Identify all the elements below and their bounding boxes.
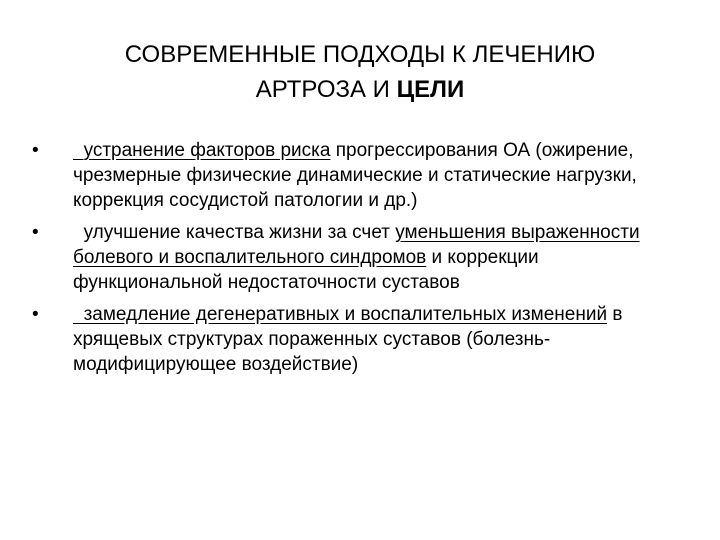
bullet-2-lead: улучшение качества жизни за счет <box>73 222 396 243</box>
bullet-1-underlined: устранение факторов риска <box>73 140 331 161</box>
title-line-2-prefix: АРТРОЗА И <box>255 76 397 103</box>
title-line-2 <box>40 72 680 107</box>
bullet-dot-icon: • <box>32 304 39 325</box>
bullet-list <box>32 138 662 384</box>
bullet-item-quality-of-life <box>32 220 662 295</box>
bullet-dot-icon: • <box>32 140 39 161</box>
bullet-3-underlined: замедление дегенеративных и воспалительных изменений <box>73 304 608 325</box>
title-emphasis: ЦЕЛИ <box>396 76 465 103</box>
slide-title <box>40 37 680 107</box>
bullet-dot-icon: • <box>32 222 39 243</box>
bullet-3-text: в хрящевых структурах пораженных суставов (болезнь-модифицирующее воздействие) <box>73 304 623 375</box>
bullet-2-text: и коррекции функциональной недостаточности суставов <box>73 247 539 293</box>
bullet-2-underlined: уменьшения выраженности болевого и воспалительного синдромов <box>73 222 640 268</box>
bullet-item-slowing-degeneration <box>32 302 662 377</box>
title-line-1: СОВРЕМЕННЫЕ ПОДХОДЫ К ЛЕЧЕНИЮ <box>124 41 596 68</box>
bullet-item-risk-factors <box>32 138 662 213</box>
bullet-1-text: прогрессирования ОА (ожирение, чрезмерные физические динамические и статические нагрузки, коррекция сосудистой патологии и др.) <box>73 140 637 211</box>
